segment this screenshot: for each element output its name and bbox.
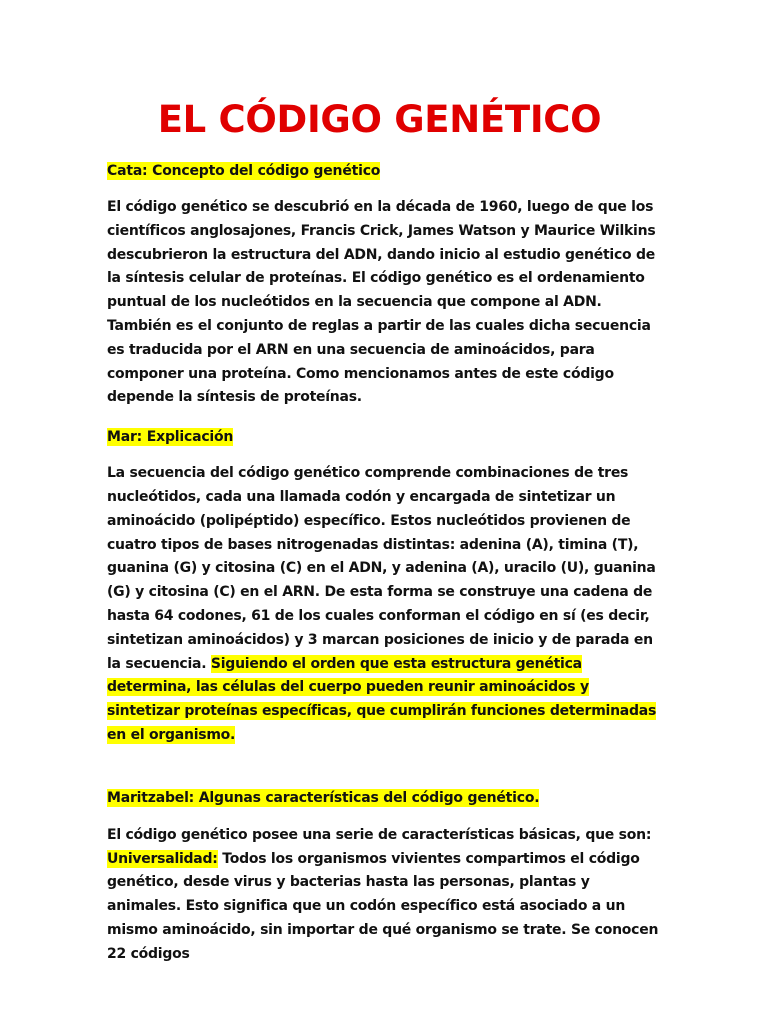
section-heading-caracteristicas: [107, 786, 660, 810]
paragraph-caracteristicas: [107, 824, 660, 967]
section-heading-concepto: [107, 159, 660, 183]
paragraph-caracteristicas-intro: El código genético posee una serie de características básicas, que son:: [107, 826, 652, 843]
paragraph-explicacion-text: La secuencia del código genético comprende combinaciones de tres nucleótidos, cada una llamada codón y encargada de sintetizar un aminoácido (polipéptido) específico. Estos nucleótidos provienen de cuatro tipos de bases nitrogenadas distintas: adenina (A), timina (T), guanina (G) y citosina (C) en el ADN, y adenina (A), uracilo (U), guanina (G) y citosina (C) en el ARN. De esta forma se construye una cadena de hasta 64 codones, 61 de los cuales conforman el código en sí (es decir, sintetizan aminoácidos) y 3 marcan posiciones de inicio y de parada en la secuencia.: [107, 465, 656, 672]
highlighted-term-universalidad: Universalidad:: [107, 850, 218, 867]
highlighted-sentence-explicacion: Siguiendo el orden que esta estructura genética determina, las células del cuerpo pueden reunir aminoácidos y sintetizar proteínas específicas, que cumplirán funciones determinadas en el organismo.: [107, 655, 657, 743]
highlighted-heading-concepto: Cata: Concepto del código genético: [107, 163, 381, 179]
paragraph-concepto: El código genético se descubrió en la década de 1960, luego de que los científicos anglosajones, Francis Crick, James Watson y Maurice Wilkins descubrieron la estructura del ADN, dando inicio al estudio genético de la síntesis celular de proteínas. El código genético es el ordenamiento puntual de los nucleótidos en la secuencia que compone al ADN. También es el conjunto de reglas a partir de las cuales dicha secuencia es traducida por el ARN en una secuencia de aminoácidos, para componer una proteína. Como mencionamos antes de este código depende la síntesis de proteínas.: [107, 199, 656, 406]
paragraph-caracteristicas-text: Todos los organismos vivientes compartimos el código genético, desde virus y bacterias hasta las personas, plantas y animales. Esto significa que un codón específico está asociado a un mismo aminoácido, sin importar de qué organismo se trate. Se conocen 22 códigos: [107, 850, 659, 962]
document-title: EL CÓDIGO GENÉTICO: [157, 98, 602, 141]
paragraph-explicacion: [107, 462, 660, 748]
section-heading-explicacion: [107, 425, 660, 449]
highlighted-heading-caracteristicas: Maritzabel: Algunas características del código genético.: [107, 789, 540, 806]
highlighted-heading-explicacion: Mar: Explicación: [107, 429, 234, 446]
